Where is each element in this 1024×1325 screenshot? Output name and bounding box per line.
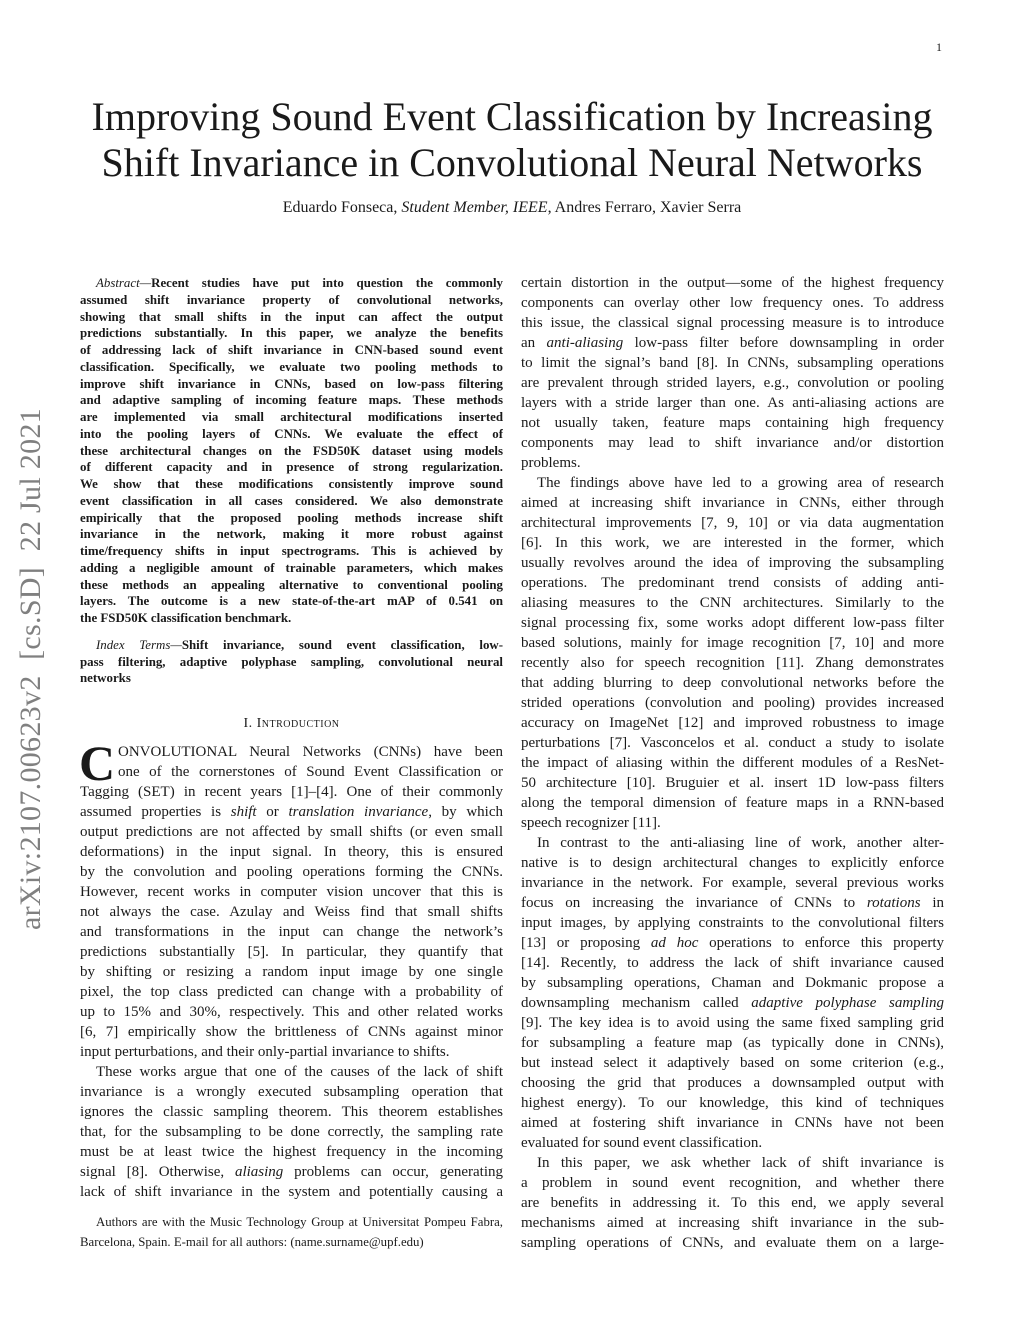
text-line [521, 633, 944, 653]
text-line [80, 654, 503, 671]
text-line [521, 933, 944, 953]
text: these architectural changes on the FSD50K dataset using models [80, 443, 503, 458]
text-line [521, 493, 944, 513]
text-line [80, 922, 503, 942]
text: this issue, the classical signal processing measure is to introduce [521, 315, 944, 331]
text-line [521, 1073, 944, 1093]
text: that adding blurring to deep convolutional networks before the [521, 675, 944, 691]
text: recently also for speech recognition [11]. Zhang demonstrates [521, 655, 944, 671]
text-line [80, 882, 503, 902]
text-line [80, 1122, 503, 1142]
text: classification. Specifically, we evaluate two pooling methods to [80, 359, 503, 374]
text-line [521, 573, 944, 593]
text: problems can occur, generating [283, 1164, 503, 1180]
text-line [80, 292, 503, 309]
text-line [521, 793, 944, 813]
text-line [80, 962, 503, 982]
text: signal [8]. Otherwise, [80, 1164, 235, 1180]
text-line [80, 1232, 503, 1252]
italic-text: rotations [866, 895, 921, 911]
text-line [521, 1133, 944, 1153]
text-line [80, 1022, 503, 1042]
text: Shift invariance, sound event classification, low- [181, 637, 503, 652]
abstract [80, 275, 503, 687]
text: operations to enforce this property [698, 935, 944, 951]
text: time/frequency shifts in input spectrograms. This is achieved by [80, 544, 503, 558]
text: and transformations in the input can change the network’s [80, 924, 503, 940]
text-line [521, 753, 944, 773]
text: to limit the signal’s band [8]. In CNNs, subsampling operations [521, 355, 944, 371]
page-number: 1 [936, 40, 942, 54]
text: [13] or proposing [521, 935, 651, 951]
text: However, recent works in computer vision uncover that this is [80, 884, 503, 900]
text-line [521, 273, 944, 293]
title-line: Improving Sound Event Classification by Increasing [91, 94, 933, 139]
text: certain distortion in the output—some of the highest frequency [521, 275, 944, 291]
text: 50 architecture [10]. Bruguier et al. insert 1D low-pass filters [521, 775, 944, 791]
text-line [521, 533, 944, 553]
text-line [521, 1213, 944, 1233]
text-line [80, 376, 503, 393]
text: usually revolves around the idea of improving the subsampling [521, 555, 944, 571]
text: of addressing lack of shift invariance in CNN-based sound event [80, 343, 503, 357]
text-line [80, 782, 503, 802]
paragraph [80, 1062, 503, 1202]
paragraph-gap [80, 627, 503, 637]
text-line [80, 670, 503, 687]
text-line [521, 673, 944, 693]
text: We show that these modifications consistently improve sound [80, 477, 503, 491]
text: ONVOLUTIONAL Neural Networks (CNNs) have been [118, 744, 503, 760]
text: pixel, the top class predicted can change with a probability of [80, 984, 503, 1000]
text-line [80, 1002, 503, 1022]
text: the FSD50K classification benchmark. [80, 611, 292, 625]
text: In this paper, we ask whether lack of shift invariance is [537, 1155, 944, 1171]
text: improve shift invariance in CNNs, based on low-pass filtering [80, 376, 503, 391]
text-line [521, 1013, 944, 1033]
text-line [80, 409, 503, 426]
italic-text: Abstract— [96, 276, 152, 290]
text-line [80, 1042, 503, 1062]
text-line [521, 1153, 944, 1173]
text: but instead select it adaptively based on some criterion (e.g., [521, 1055, 944, 1071]
text: are benefits in addressing it. To this end, we apply several [521, 1195, 944, 1211]
text-line [80, 762, 503, 782]
text-line [80, 862, 503, 882]
text-line [80, 275, 503, 292]
text-line [521, 1173, 944, 1193]
italic-text: aliasing [234, 1164, 284, 1180]
text: [6, 7] empirically show the brittleness of CNNs against minor [80, 1024, 503, 1040]
text: , by which [428, 804, 503, 820]
text: components may lead to shift invariance and/or distortion [521, 435, 944, 451]
text-line [80, 742, 503, 762]
text: are prevalent through strided layers, e.g., convolution or pooling [521, 375, 944, 391]
text-line [80, 1062, 503, 1082]
text: strided operations (convolution and pooling) provides increased [521, 695, 944, 711]
text-line [521, 693, 944, 713]
author-list [0, 199, 1024, 217]
text-line [521, 653, 944, 673]
text: Tagging (SET) in recent years [1]–[4]. One of their commonly [80, 784, 503, 800]
text-line [80, 476, 503, 493]
text-line [521, 353, 944, 373]
text: aliasing measures to the CNN architectures. Similarly to the [521, 595, 944, 611]
text-line [80, 359, 503, 376]
text-line [521, 973, 944, 993]
paragraph [80, 275, 503, 627]
text: by shifting or resizing a random input image by one single [80, 964, 503, 980]
left-column-body [80, 742, 503, 1202]
text: [6]. In this work, we are interested in the former, which [521, 535, 944, 551]
text: are implemented via small architectural modifications inserted [80, 410, 503, 424]
text-line [521, 733, 944, 753]
text-line [521, 873, 944, 893]
text-line [80, 802, 503, 822]
text: perturbations [7]. Vasconcelos et al. conduct a study to isolate [521, 735, 944, 751]
text: downsampling mechanism called [521, 995, 752, 1011]
text: deformations) in the input signal. In theory, this is ensured [80, 844, 503, 860]
text-line [521, 553, 944, 573]
text-line [80, 610, 503, 627]
text-line [80, 982, 503, 1002]
text-line [80, 325, 503, 342]
text-line [521, 1033, 944, 1053]
text: a problem in sound event recognition, and whether there [521, 1175, 944, 1191]
paragraph [521, 273, 944, 473]
text-line [80, 1182, 503, 1202]
text-line [521, 913, 944, 933]
authors-affiliation: Student Member, IEEE [401, 199, 548, 216]
text-line [80, 426, 503, 443]
text-line [521, 833, 944, 853]
text-line [80, 942, 503, 962]
text-line [521, 513, 944, 533]
text: the impact of aliasing within the different modules of a ResNet- [521, 755, 944, 771]
text-line [521, 453, 944, 473]
text: highest energy). To our knowledge, this kind of techniques [521, 1095, 944, 1111]
text-line [80, 1212, 503, 1232]
text-line [80, 1102, 503, 1122]
paragraph [80, 742, 503, 1062]
text: invariance in the network. For example, several previous works [521, 875, 944, 891]
text: signal processing fix, some works adopt different low-pass filter [521, 615, 944, 631]
text-line [521, 773, 944, 793]
text: components can overlay other low frequency ones. To address [521, 295, 944, 311]
text-line [80, 577, 503, 594]
text-line [521, 293, 944, 313]
text: sampling operations of CNNs, and evaluate them on a large- [521, 1235, 944, 1251]
text: Recent studies have put into question the commonly [151, 276, 503, 290]
text-line [521, 853, 944, 873]
text-line [521, 993, 944, 1013]
text: or [256, 804, 289, 820]
italic-text: translation invariance [288, 804, 429, 820]
title-line: Shift Invariance in Convolutional Neural Networks [101, 140, 923, 185]
text: accuracy on ImageNet [12] and improved robustness to image [521, 715, 944, 731]
text: assumed properties is [80, 804, 231, 820]
text-line [521, 613, 944, 633]
text: aimed at increasing shift invariance in CNNs, either through [521, 495, 944, 511]
text-line [521, 1193, 944, 1213]
text-line [80, 1142, 503, 1162]
text-line [80, 392, 503, 409]
text: of different capacity and in presence of strong regularization. [80, 460, 503, 475]
text: assumed shift invariance property of convolutional networks, [80, 292, 503, 307]
text: In contrast to the anti-aliasing line of work, another alter- [537, 835, 944, 851]
text-line [80, 459, 503, 476]
text: [9]. The key idea is to avoid using the same fixed sampling grid [521, 1015, 944, 1031]
italic-text: ad hoc [650, 935, 699, 951]
text: native is to design architectural changes to explicitly enforce [521, 855, 944, 871]
text: by subsampling operations, Chaman and Dokmanic propose a [521, 975, 944, 991]
text-line [521, 813, 944, 833]
text: predictions substantially [5]. In particular, they quantify that [80, 944, 503, 960]
text-line [80, 493, 503, 510]
text: input perturbations, and their only-partial invariance to shifts. [80, 1044, 450, 1060]
right-column-body [521, 273, 944, 1253]
text: ignores the classic sampling theorem. This theorem establishes [80, 1104, 503, 1120]
paragraph [80, 637, 503, 687]
text-line [521, 433, 944, 453]
text: layers with a stride larger than one. As anti-aliasing actions are [521, 395, 944, 411]
text-line [521, 713, 944, 733]
text: in [920, 895, 944, 911]
italic-text: shift [230, 804, 257, 820]
text: along the temporal dimension of feature maps in a RNN-based [521, 795, 944, 811]
text-line [521, 893, 944, 913]
text: invariance in the network, making it more robust against [80, 527, 503, 542]
text: predictions substantially. In this paper, we analyze the benefits [80, 326, 503, 341]
text-line [80, 593, 503, 610]
text: event classification in all cases considered. We also demonstrate [80, 493, 503, 508]
text: showing that small shifts in the input can affect the output [80, 309, 503, 324]
authors-text: Eduardo Fonseca, [282, 199, 402, 216]
paragraph [521, 473, 944, 833]
text: Barcelona, Spain. E-mail for all authors: (name.surname@upf.edu) [80, 1235, 424, 1249]
text: output predictions are not affected by small shifts (or even small [80, 824, 503, 840]
text: these methods an appealing alternative to conventional pooling [80, 577, 503, 592]
text: focus on increasing the invariance of CNNs to [521, 895, 867, 911]
drop-cap: C [79, 735, 116, 791]
text: [14]. Recently, to address the lack of shift invariance caused [521, 955, 944, 971]
text-line [521, 593, 944, 613]
paragraph [521, 1153, 944, 1253]
text-line [80, 560, 503, 577]
text-line [521, 473, 944, 493]
footnote [80, 1212, 503, 1252]
text-line [80, 526, 503, 543]
text: networks [80, 671, 131, 686]
text: not always the case. Azulay and Weiss find that small shifts [80, 904, 503, 920]
text-line [521, 953, 944, 973]
text: These works argue that one of the causes of the lack of shift [96, 1064, 503, 1080]
text: not usually taken, feature maps containing high frequency [521, 415, 944, 431]
text: evaluated for sound event classification. [521, 1135, 763, 1151]
italic-text: adaptive polyphase sampling [751, 995, 944, 1011]
text: empirically that the proposed pooling methods increase shift [80, 510, 503, 525]
text-line [80, 842, 503, 862]
text-line [521, 1093, 944, 1113]
section-heading: I. Introduction [243, 716, 340, 731]
text: problems. [521, 455, 581, 471]
text: speech recognizer [11]. [521, 815, 661, 831]
text: that, for the subsampling to be done correctly, the sampling rate [80, 1124, 503, 1140]
arxiv-stamp: arXiv:2107.00623v2 [cs.SD] 22 Jul 2021 [14, 408, 47, 930]
text: one of the cornerstones of Sound Event Classification or [118, 764, 503, 780]
text: and adaptive sampling of incoming feature maps. These methods [80, 393, 503, 408]
text-line [521, 333, 944, 353]
text: operations. The predominant trend consists of adding anti- [521, 575, 944, 591]
text: The findings above have led to a growing area of research [537, 475, 944, 491]
text: based solutions, mainly for image recognition [7, 10] and more [521, 635, 944, 651]
text: by the convolution and pooling operations forming the CNNs. [80, 864, 503, 880]
text: must be at least twice the highest frequency in the incoming [80, 1144, 503, 1160]
text: input images, by applying constraints to the convolutional filters [521, 915, 944, 931]
text: invariance is a wrongly executed subsampling operation that [80, 1084, 503, 1100]
text: up to 15% and 30%, respectively. This and other related works [80, 1004, 503, 1020]
text: for subsampling a feature map (as typically done in CNNs), [521, 1035, 944, 1051]
text: mechanisms aimed at increasing shift invariance in the sub- [521, 1215, 944, 1231]
paragraph [80, 1212, 503, 1252]
text-line [80, 637, 503, 654]
text-line [521, 373, 944, 393]
text: layers. The outcome is a new state-of-the-art mAP of 0.541 on [80, 594, 503, 609]
text-line [80, 510, 503, 527]
text-line [80, 443, 503, 460]
text-line [80, 309, 503, 326]
text-line [80, 342, 503, 359]
text-line [80, 543, 503, 560]
text-line [521, 413, 944, 433]
text: pass filtering, adaptive polyphase sampling, convolutional neural [80, 654, 503, 669]
text-line [521, 1233, 944, 1253]
text-line [80, 902, 503, 922]
text: adding a negligible amount of trainable parameters, which makes [80, 560, 503, 575]
text: into the pooling layers of CNNs. We evaluate the effect of [80, 426, 503, 441]
text: an [521, 335, 547, 351]
text-line [80, 1162, 503, 1182]
text: lack of shift invariance in the system and potentially causing a [80, 1184, 503, 1200]
text-line [521, 1113, 944, 1133]
italic-text: anti-aliasing [546, 335, 624, 351]
text: architectural improvements [7, 9, 10] or via data augmentation [521, 515, 944, 531]
text-line [521, 313, 944, 333]
text: Authors are with the Music Technology Group at Universitat Pompeu Fabra, [96, 1215, 503, 1229]
paragraph [521, 833, 944, 1153]
text: choosing the grid that produces a downsampled output with [521, 1075, 944, 1091]
text-line [80, 1082, 503, 1102]
text-line [521, 393, 944, 413]
authors-text: , Andres Ferraro, Xavier Serra [547, 199, 742, 216]
text: aimed at fostering shift invariance in CNNs have not been [521, 1115, 944, 1131]
text-line [80, 822, 503, 842]
text-line [521, 1053, 944, 1073]
text: low-pass filter before downsampling in order [623, 335, 944, 351]
italic-text: Index Terms— [96, 637, 182, 652]
paper-title [0, 94, 1024, 186]
